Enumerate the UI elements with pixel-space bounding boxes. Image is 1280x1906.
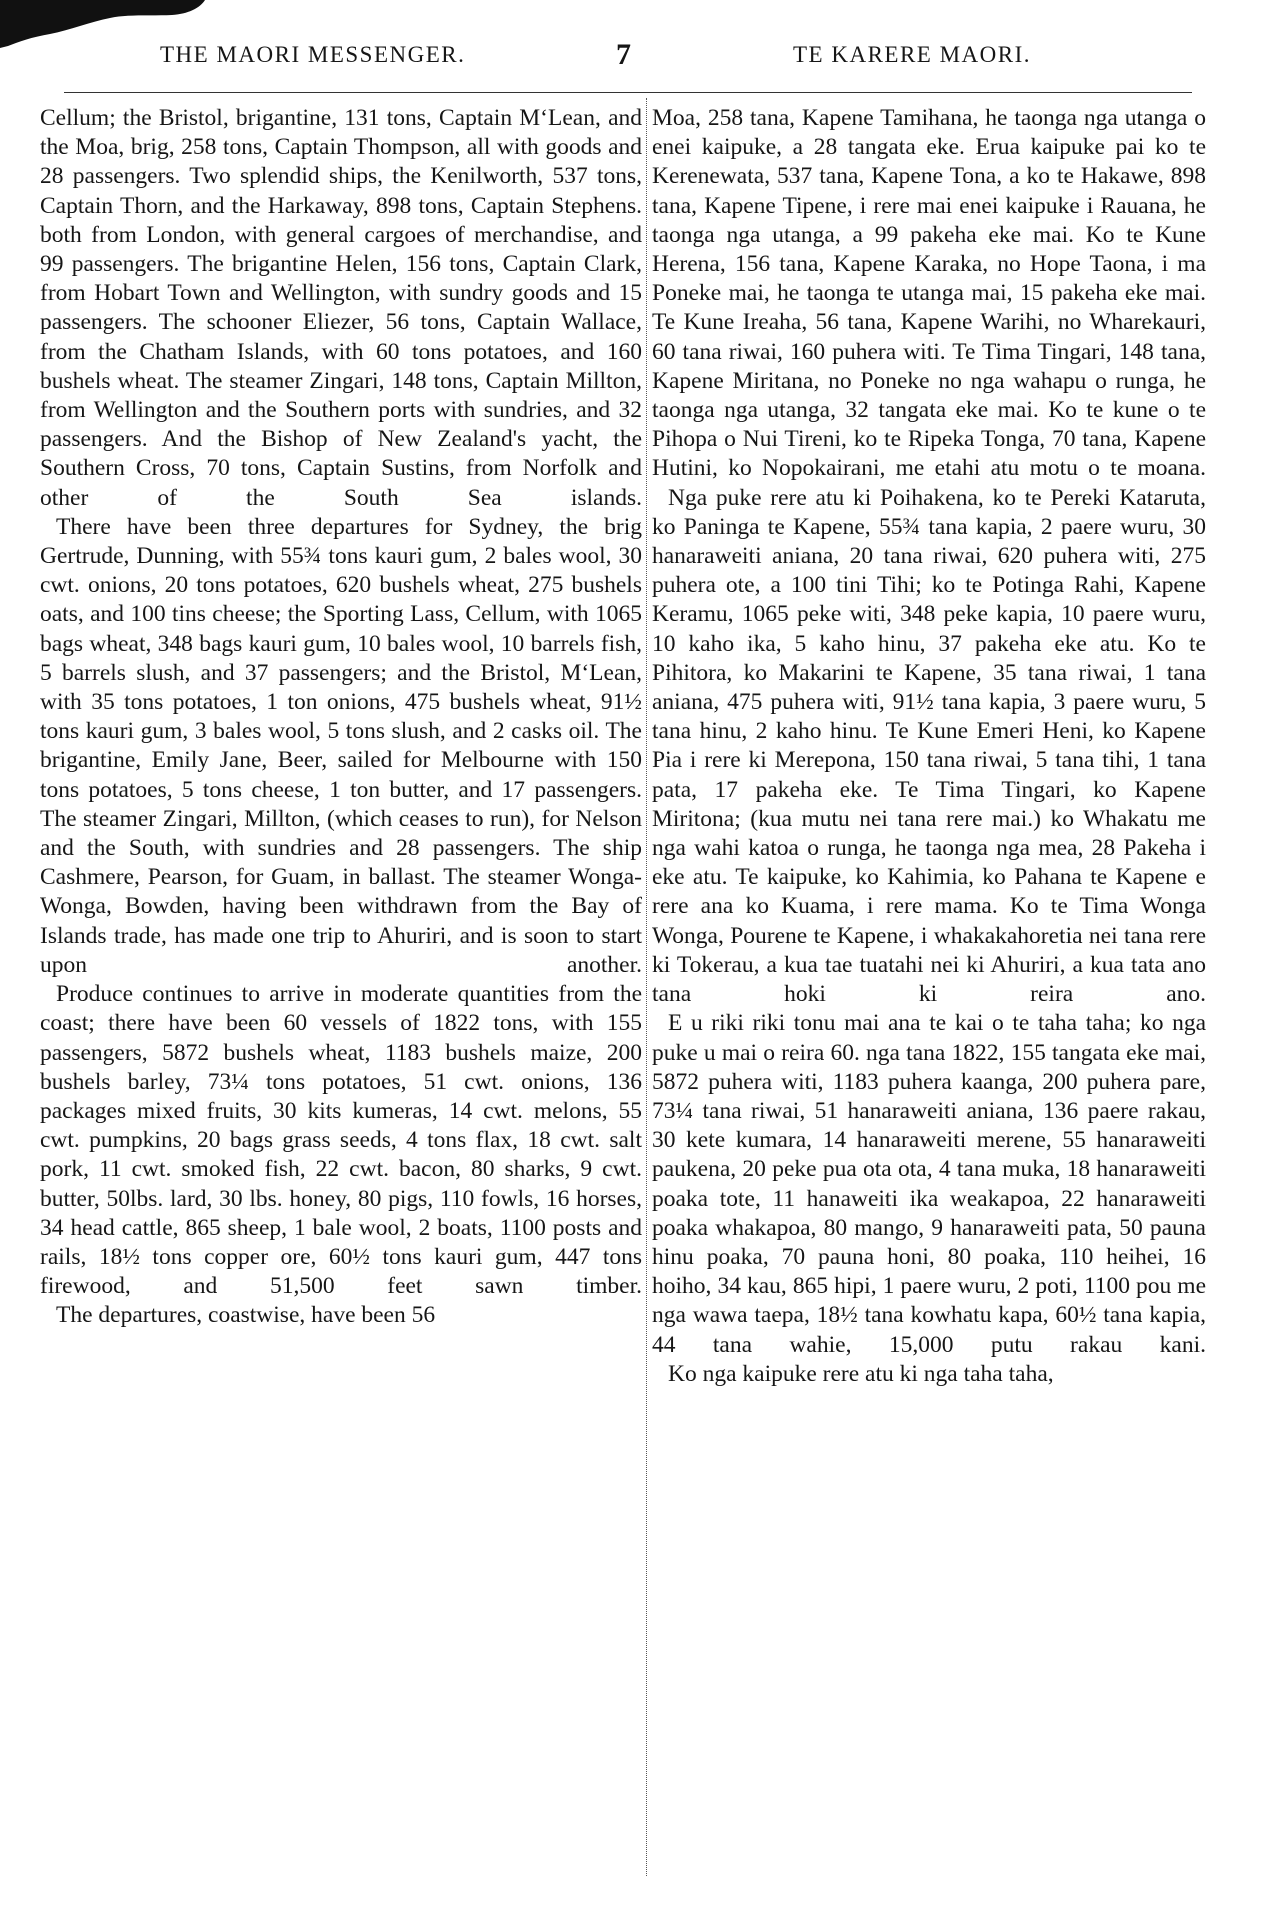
page-header: [0, 38, 1280, 82]
english-paragraph-coastwise: The departures, coastwise, have been 56: [56, 1302, 436, 1329]
maori-paragraph-departures: Nga puke rere atu ki Poihakena, ko te Pereki Kataruta, ko Paninga te Kapene, 55¾ tana kapia, 2 paere wuru, 30 hanaraweiti aniana, 20 tana riwai, 620 puhera witi, 275 puhera ote, a 100 tini Tihi; ko te Potinga Rahi, Kapene Keramu, 1065 peke witi, 348 peke kapia, 10 paere wuru, 10 kaho ika, 5 kaho hinu, 37 pakeha eke atu. Ko te Pihitora, ko Makarini te Kapene, 35 tana riwai, 1 tana aniana, 475 puhera witi, 91½ tana kapia, 3 paere wuru, 5 tana hinu, 2 kaho hinu. Te Kune Emeri Heni, ko Kapene Pia i rere ki Merepona, 150 tana riwai, 5 tana tihi, 1 tana pata, 17 pakeha eke. Te Tima Tingari, ko Kapene Miritona; (kua mutu nei tana rere mai.) ko Whakatu me nga wahi katoa o runga, he taonga nga mea, 28 Pakeha i eke atu. Te kaipuke, ko Kahimia, ko Pahana te Kapene e rere ana ko Kuama, i rere mama. Ko te Tima Wonga Wonga, Pourene te Kapene, i whakakahoretia nei tana rere ki Tokerau, a kua tae tuatahi nei ki Ahuriri, a kua tata ano tana hoki ki reira ano.: [652, 484, 1206, 1008]
ink-blot-decoration: [0, 0, 210, 48]
header-english-title: THE MAORI MESSENGER.: [160, 42, 466, 67]
header-maori-title: TE KARERE MAORI.: [793, 42, 1032, 67]
maori-paragraph-coastwise: Ko nga kaipuke rere atu ki nga taha taha,: [668, 1360, 1054, 1387]
maori-column: [652, 104, 1206, 1389]
header-rule: [64, 92, 1192, 93]
maori-paragraph-produce: E u riki riki tonu mai ana te kai o te taha taha; ko nga puke u mai o reira 60. nga tana 1822, 155 tangata eke mai, 5872 puhera witi, 1183 puhera kaanga, 200 puhera pare, 73¼ tana riwai, 51 hanaraweiti aniana, 136 paere rakau, 30 kete kumara, 14 hanaraweiti merene, 55 hanaraweiti paukena, 20 peke pua ota ota, 4 tana muka, 18 hanaraweiti poaka tote, 11 hanaweiti ika weakapoa, 22 hanaraweiti poaka whakapoa, 80 mango, 9 hanaraweiti pata, 50 pauna hinu poaka, 70 pauna honi, 80 poaka, 110 heihei, 16 hoiho, 34 kau, 865 hipi, 1 paere wuru, 2 poti, 1100 pou me nga wawa taepa, 18½ tana kowhatu kapa, 60½ tana kapia, 44 tana wahie, 15,000 putu rakau kani.: [652, 1010, 1206, 1358]
page-number: 7: [616, 38, 631, 71]
english-paragraph-produce: Produce continues to arrive in moderate quantities from the coast; there have been 60 vessels of 1822 tons, with 155 passengers, 5872 bushels wheat, 1183 bushels maize, 200 bushels barley, 73¼ tons potatoes, 51 cwt. onions, 136 packages mixed fruits, 30 kits kumeras, 14 cwt. melons, 55 cwt. pumpkins, 20 bags grass seeds, 4 tons flax, 18 cwt. salt pork, 11 cwt. smoked fish, 22 cwt. bacon, 80 sharks, 9 cwt. butter, 50lbs. lard, 30 lbs. honey, 80 pigs, 110 fowls, 16 horses, 34 head cattle, 865 sheep, 1 bale wool, 2 boats, 1100 posts and rails, 18½ tons copper ore, 60½ tons kauri gum, 447 tons firewood, and 51,500 feet sawn timber.: [40, 981, 642, 1300]
maori-paragraph-arrivals: Moa, 258 tana, Kapene Tamihana, he taonga nga utanga o enei kaipuke, a 28 tangata eke. Erua kaipuke pai ko te Kerenewata, 537 tana, Kapene Tona, a ko te Hakawe, 898 tana, Kapene Tipene, i rere mai enei kaipuke i Rauana, he taonga nga utanga, a 99 pakeha eke mai. Ko te Kune Herena, 156 tana, Kapene Karaka, no Hope Taona, i ma Poneke mai, he taonga te utanga mai, 15 pakeha eke mai. Te Kune Ireaha, 56 tana, Kapene Warihi, no Wharekauri, 60 tana riwai, 160 puhera witi. Te Tima Tingari, 148 tana, Kapene Miritana, no Poneke no nga wahapu o runga, he taonga nga utanga, 32 tangata eke mai. Ko te kune o te Pihopa o Nui Tireni, ko te Ripeka Tonga, 70 tana, Kapene Hutini, ko Nopokairani, me etahi atu motu o te moana.: [652, 105, 1206, 482]
english-column: [40, 104, 642, 1331]
english-paragraph-departures-sydney: There have been three departures for Sydney, the brig Gertrude, Dunning, with 55¾ tons kauri gum, 2 bales wool, 30 cwt. onions, 20 tons potatoes, 620 bushels wheat, 275 bushels oats, and 100 tins cheese; the Sporting Lass, Cellum, with 1065 bags wheat, 348 bags kauri gum, 10 bales wool, 10 barrels fish, 5 barrels slush, and 37 passengers; and the Bristol, M‘Lean, with 35 tons potatoes, 1 ton onions, 475 bushels wheat, 91½ tons kauri gum, 3 bales wool, 5 tons slush, and 2 casks oil. The brigantine, Emily Jane, Beer, sailed for Melbourne with 150 tons potatoes, 5 tons cheese, 1 ton butter, and 17 passengers. The steamer Zingari, Millton, (which ceases to run), for Nelson and the South, with sundries and 28 passengers. The ship Cashmere, Pearson, for Guam, in ballast. The steamer Wonga-Wonga, Bowden, having been withdrawn from the Bay of Islands trade, has made one trip to Ahuriri, and is soon to start upon another.: [40, 513, 642, 978]
column-divider: [646, 98, 647, 1876]
english-paragraph-arrivals: Cellum; the Bristol, brigantine, 131 tons, Captain M‘Lean, and the Moa, brig, 258 tons, Captain Thompson, all with goods and 28 passengers. Two splendid ships, the Kenilworth, 537 tons, Captain Thorn, and the Harkaway, 898 tons, Captain Stephens. both from London, with general cargoes of merchandise, and 99 passengers. The brigantine Helen, 156 tons, Captain Clark, from Hobart Town and Wellington, with sundry goods and 15 passengers. The schooner Eliezer, 56 tons, Captain Wallace, from the Chatham Islands, with 60 tons potatoes, and 160 bushels wheat. The steamer Zingari, 148 tons, Captain Millton, from Wellington and the Southern ports with sundries, and 32 passengers. And the Bishop of New Zealand's yacht, the Southern Cross, 70 tons, Captain Sustins, from Norfolk and other of the South Sea islands.: [40, 105, 642, 511]
